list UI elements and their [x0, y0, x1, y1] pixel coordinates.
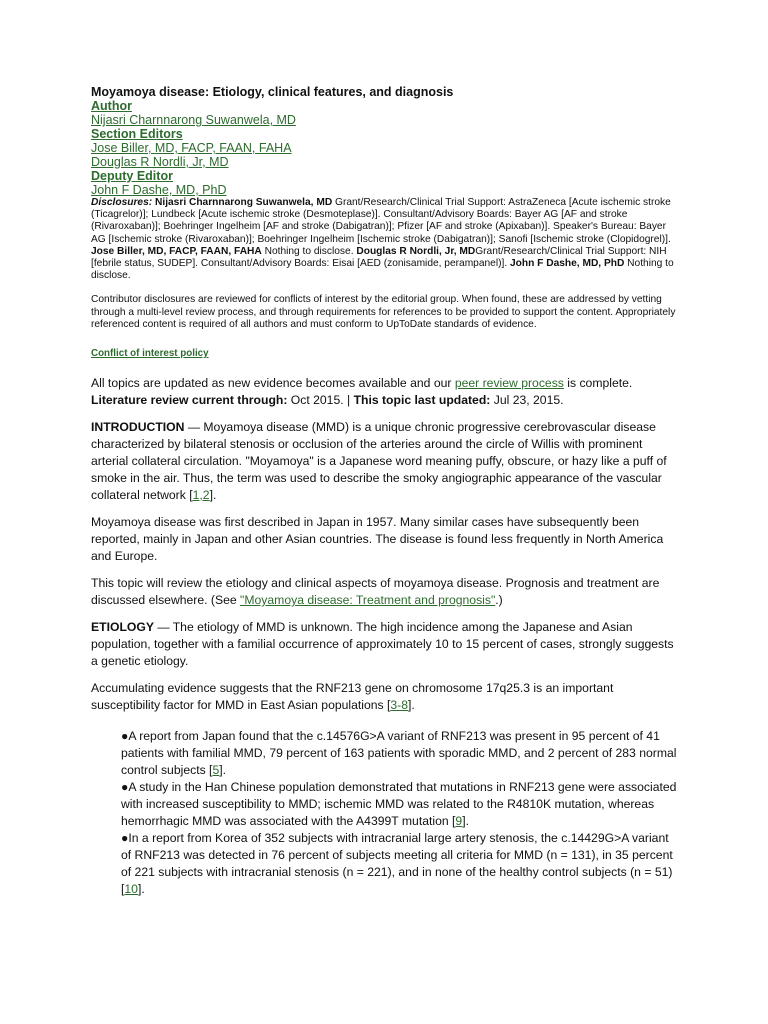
deputy-editor-heading[interactable]: Deputy Editor: [91, 169, 173, 183]
disclosure-name-3: Douglas R Nordli, Jr, MD: [356, 245, 476, 257]
intro-paragraph-2: Moyamoya disease was first described in Japan in 1957. Many similar cases have subsequently been reported, mainly in Japan and other Asian countries. The disease is found less frequently in North America and Europe.: [91, 515, 664, 564]
list-item: ●In a report from Korea of 352 subjects with intracranial large artery stenosis, the c.14429G>A variant of RNF213 was detected in 76 percent of subjects meeting all criteria for MMD (n = 131), in 35 percent of 221 subjects with intracranial stenosis (n = 221), and in none of the healthy control subjects (n = 51) [10].: [121, 831, 673, 897]
list-item: ●A report from Japan found that the c.14576G>A variant of RNF213 was present in 95 percent of 41 patients with familial MMD, 79 percent of 163 patients with sporadic MMD, and 2 percent of 283 normal control subjects [5].: [121, 729, 677, 778]
disclosures-label: Disclosures:: [91, 197, 153, 208]
intro-paragraph-3: This topic will review the etiology and clinical aspects of moyamoya disease. Prognosis and treatment are discussed elsewhere. (See "Moyamoya disease: Treatment and prognosis".): [91, 576, 660, 608]
author-name-link[interactable]: Nijasri Charnnarong Suwanwela, MD: [91, 113, 296, 127]
reference-link[interactable]: 3-8: [390, 698, 409, 713]
reference-link[interactable]: 9: [455, 814, 463, 829]
update-text-before: All topics are updated as new evidence becomes available and our: [91, 376, 455, 391]
etiology-heading: ETIOLOGY: [91, 620, 154, 635]
section-editor-link-1[interactable]: Jose Biller, MD, FACP, FAAN, FAHA: [91, 141, 292, 155]
reference-link[interactable]: 1,2: [192, 488, 210, 503]
reference-link[interactable]: 10: [124, 882, 138, 897]
article-body: [91, 375, 678, 898]
etiology-paragraph-1: ETIOLOGY — The etiology of MMD is unknown. The high incidence among the Japanese and Asian population, together with a familial occurrence of approximately 10 to 15 percent of cases, strongly suggests a genetic etiology.: [91, 620, 674, 669]
review-process-text: Contributor disclosures are reviewed for conflicts of interest by the editorial group. When found, these are addressed by vetting through a multi-level review process, and through requirements for references to be provided to support the content. Appropriately referenced content is required of all authors and must conform to UpToDate standards of evidence.: [91, 294, 676, 330]
last-updated-label: This topic last updated:: [353, 393, 491, 408]
last-updated-date: Jul 23, 2015.: [490, 393, 564, 408]
deputy-editor-link[interactable]: John F Dashe, MD, PhD: [91, 183, 227, 197]
list-item: ●A study in the Han Chinese population demonstrated that mutations in RNF213 gene were associated with increased susceptibility to MMD; ischemic MMD was related to the R4810K mutation, whereas hemorrhagic MMD was associated with the A4399T mutation [9].: [121, 780, 677, 829]
section-editor-link-2[interactable]: Douglas R Nordli, Jr, MD: [91, 155, 229, 169]
conflict-of-interest-link[interactable]: Conflict of interest policy: [91, 348, 209, 360]
author-heading[interactable]: Author: [91, 99, 132, 113]
disclosures-text: [91, 197, 678, 282]
disclosure-name-2: Jose Biller, MD, FACP, FAAN, FAHA: [91, 245, 262, 257]
treatment-prognosis-link[interactable]: "Moyamoya disease: Treatment and prognosis": [240, 593, 496, 608]
header-block: [91, 85, 678, 197]
literature-review-date: Oct 2015. |: [287, 393, 354, 408]
etiology-bullet-list: [121, 728, 678, 898]
intro-paragraph-1: INTRODUCTION — Moyamoya disease (MMD) is a unique chronic progressive cerebrovascular disease characterized by bilateral stenosis or occlusion of the arteries around the circle of Willis with prominent arterial collateral circulation. "Moyamoya" is a Japanese word meaning puffy, obscure, or hazy like a puff of smoke in the air. Thus, the term was used to describe the smoky angiographic appearance of the vascular collateral network [1,2].: [91, 420, 667, 503]
peer-review-link[interactable]: peer review process: [454, 376, 564, 391]
disclosure-text-4: Nothing to disclose.: [91, 258, 674, 282]
intro-heading: INTRODUCTION: [91, 420, 185, 435]
literature-review-label: Literature review current through:: [91, 393, 288, 408]
update-text-after: is complete.: [563, 376, 633, 391]
disclosure-text-2: Nothing to disclose.: [261, 245, 357, 257]
etiology-paragraph-2: Accumulating evidence suggests that the RNF213 gene on chromosome 17q25.3 is an important susceptibility factor for MMD in East Asian populations [3-8].: [91, 681, 614, 713]
disclosure-name-4: John F Dashe, MD, PhD: [510, 258, 625, 270]
disclosure-text-3: Grant/Research/Clinical Trial Support: NIH [febrile status, SUDEP]. Consultant/Advisory Boards: Eisai [AED (zonisamide, perampanel)].: [91, 245, 667, 270]
page-title: Moyamoya disease: Etiology, clinical features, and diagnosis: [91, 85, 454, 99]
section-editors-heading[interactable]: Section Editors: [91, 127, 183, 141]
reference-link[interactable]: 5: [212, 763, 220, 778]
update-info: [91, 375, 678, 409]
disclosure-name-1: Nijasri Charnnarong Suwanwela, MD: [155, 197, 333, 208]
disclosure-text-1: Grant/Research/Clinical Trial Support: AstraZeneca [Acute ischemic stroke (Ticagrelor)]; Lundbeck [Acute ischemic stroke (Desmoteplase)]. Consultant/Advisory Boards: Bayer AG [AF and stroke (Rivaroxaban)]; Boehringer Ingelheim [AF and stroke (Dabigatran)]; Pfizer [AF and stroke (Apixaban)]. Speaker's Bureau: Bayer AG [Ischemic stroke (Rivaroxaban)]; Boehringer Ingelheim [Ischemic stroke (Dabigatran)]; Sanofi [Ischemic stroke (Clopidogrel)].: [91, 197, 671, 245]
